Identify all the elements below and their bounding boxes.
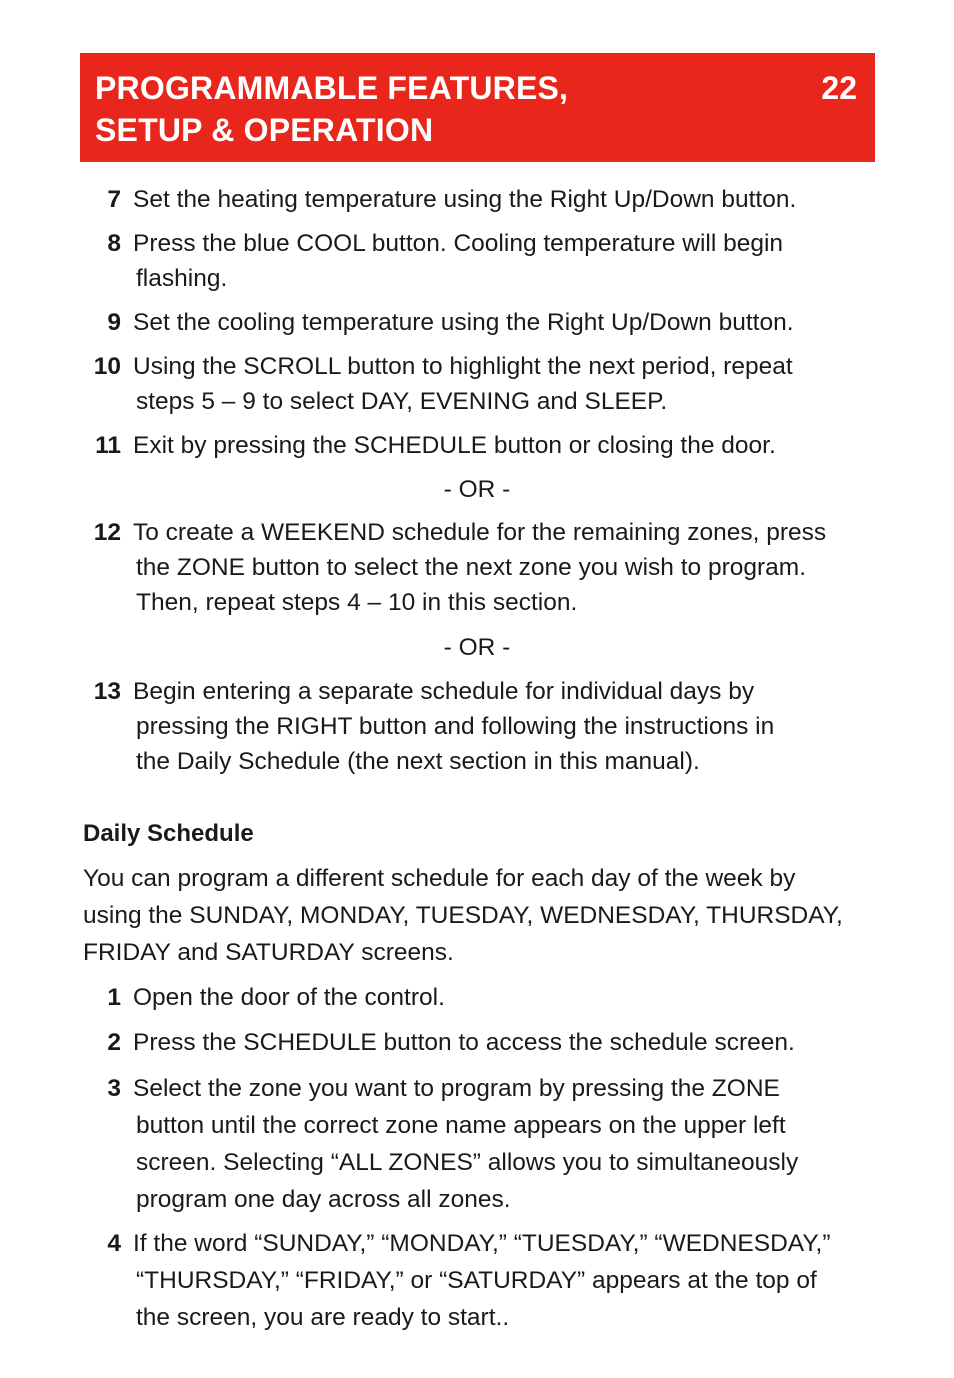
section-title-line-1: PROGRAMMABLE FEATURES, (95, 70, 569, 106)
step-number: 9 (107, 309, 121, 336)
daily-step-2 (90, 1025, 880, 1060)
section-title-line-2: SETUP & OPERATION (95, 112, 434, 148)
step-number: 12 (93, 519, 121, 546)
step-text-line: the screen, you are ready to start.. (136, 1304, 510, 1331)
step-number: 10 (93, 353, 121, 380)
step-text-line: “THURSDAY,” “FRIDAY,” or “SATURDAY” appears at the top of (136, 1267, 817, 1294)
step-text-line: If the word “SUNDAY,” “MONDAY,” “TUESDAY,” “WEDNESDAY,” (133, 1230, 831, 1257)
section-header (80, 53, 875, 162)
step-text-line: Begin entering a separate schedule for individual days by (133, 678, 755, 705)
step-text (133, 1070, 880, 1218)
step-text (133, 428, 880, 463)
step-number: 11 (95, 432, 121, 459)
step-text-line: program one day across all zones. (136, 1186, 511, 1213)
intro-line: You can program a different schedule for each day of the week by (83, 865, 796, 892)
or-separator: - OR - (443, 634, 511, 661)
step-number: 1 (107, 984, 121, 1011)
step-text-line: Using the SCROLL button to highlight the next period, repeat (133, 353, 793, 380)
step-text-line: the ZONE button to select the next zone you wish to program. (136, 554, 807, 581)
or-separator: - OR - (443, 476, 511, 503)
step-11 (90, 428, 880, 463)
daily-schedule-heading: Daily Schedule (83, 820, 254, 847)
step-number: 13 (93, 678, 121, 705)
step-12 (90, 515, 880, 620)
step-9 (90, 305, 880, 340)
daily-schedule-intro (83, 860, 883, 971)
step-number: 8 (107, 230, 121, 257)
step-number: 7 (107, 186, 121, 213)
step-text (133, 305, 880, 340)
step-number: 2 (107, 1029, 121, 1056)
step-text-line: Exit by pressing the SCHEDULE button or closing the door. (133, 432, 776, 459)
step-text-line: Press the blue COOL button. Cooling temperature will begin (133, 230, 784, 257)
intro-line: using the SUNDAY, MONDAY, TUESDAY, WEDNESDAY, THURSDAY, (83, 902, 843, 929)
step-text-line: screen. Selecting “ALL ZONES” allows you to simultaneously (136, 1149, 799, 1176)
step-text-line: Then, repeat steps 4 – 10 in this section. (136, 589, 578, 616)
step-text-line: Set the heating temperature using the Right Up/Down button. (133, 186, 797, 213)
step-text (133, 226, 880, 296)
daily-step-1 (90, 980, 880, 1015)
step-number: 3 (107, 1075, 121, 1102)
step-text-line: Press the SCHEDULE button to access the schedule screen. (133, 1029, 795, 1056)
step-text (133, 1225, 880, 1336)
step-8 (90, 226, 880, 296)
step-7 (90, 182, 880, 217)
page-number: 22 (821, 70, 857, 106)
step-text-line: button until the correct zone name appears on the upper left (136, 1112, 786, 1139)
step-text (133, 674, 880, 779)
section-title (95, 67, 568, 151)
step-text-line: the Daily Schedule (the next section in this manual). (136, 748, 700, 775)
step-text-line: flashing. (136, 265, 228, 292)
step-text-line: steps 5 – 9 to select DAY, EVENING and SLEEP. (136, 388, 668, 415)
step-text (133, 182, 880, 217)
step-text-line: To create a WEEKEND schedule for the remaining zones, press (133, 519, 827, 546)
step-13 (90, 674, 880, 779)
step-text (133, 980, 880, 1015)
step-text (133, 515, 880, 620)
step-text-line: Select the zone you want to program by pressing the ZONE (133, 1075, 780, 1102)
step-number: 4 (107, 1230, 121, 1257)
daily-step-4 (90, 1225, 880, 1336)
step-text (133, 1025, 880, 1060)
step-text-line: Open the door of the control. (133, 984, 445, 1011)
daily-step-3 (90, 1070, 880, 1218)
step-text-line: pressing the RIGHT button and following the instructions in (136, 713, 775, 740)
step-10 (90, 349, 880, 419)
intro-line: FRIDAY and SATURDAY screens. (83, 939, 454, 966)
step-text-line: Set the cooling temperature using the Right Up/Down button. (133, 309, 794, 336)
step-text (133, 349, 880, 419)
